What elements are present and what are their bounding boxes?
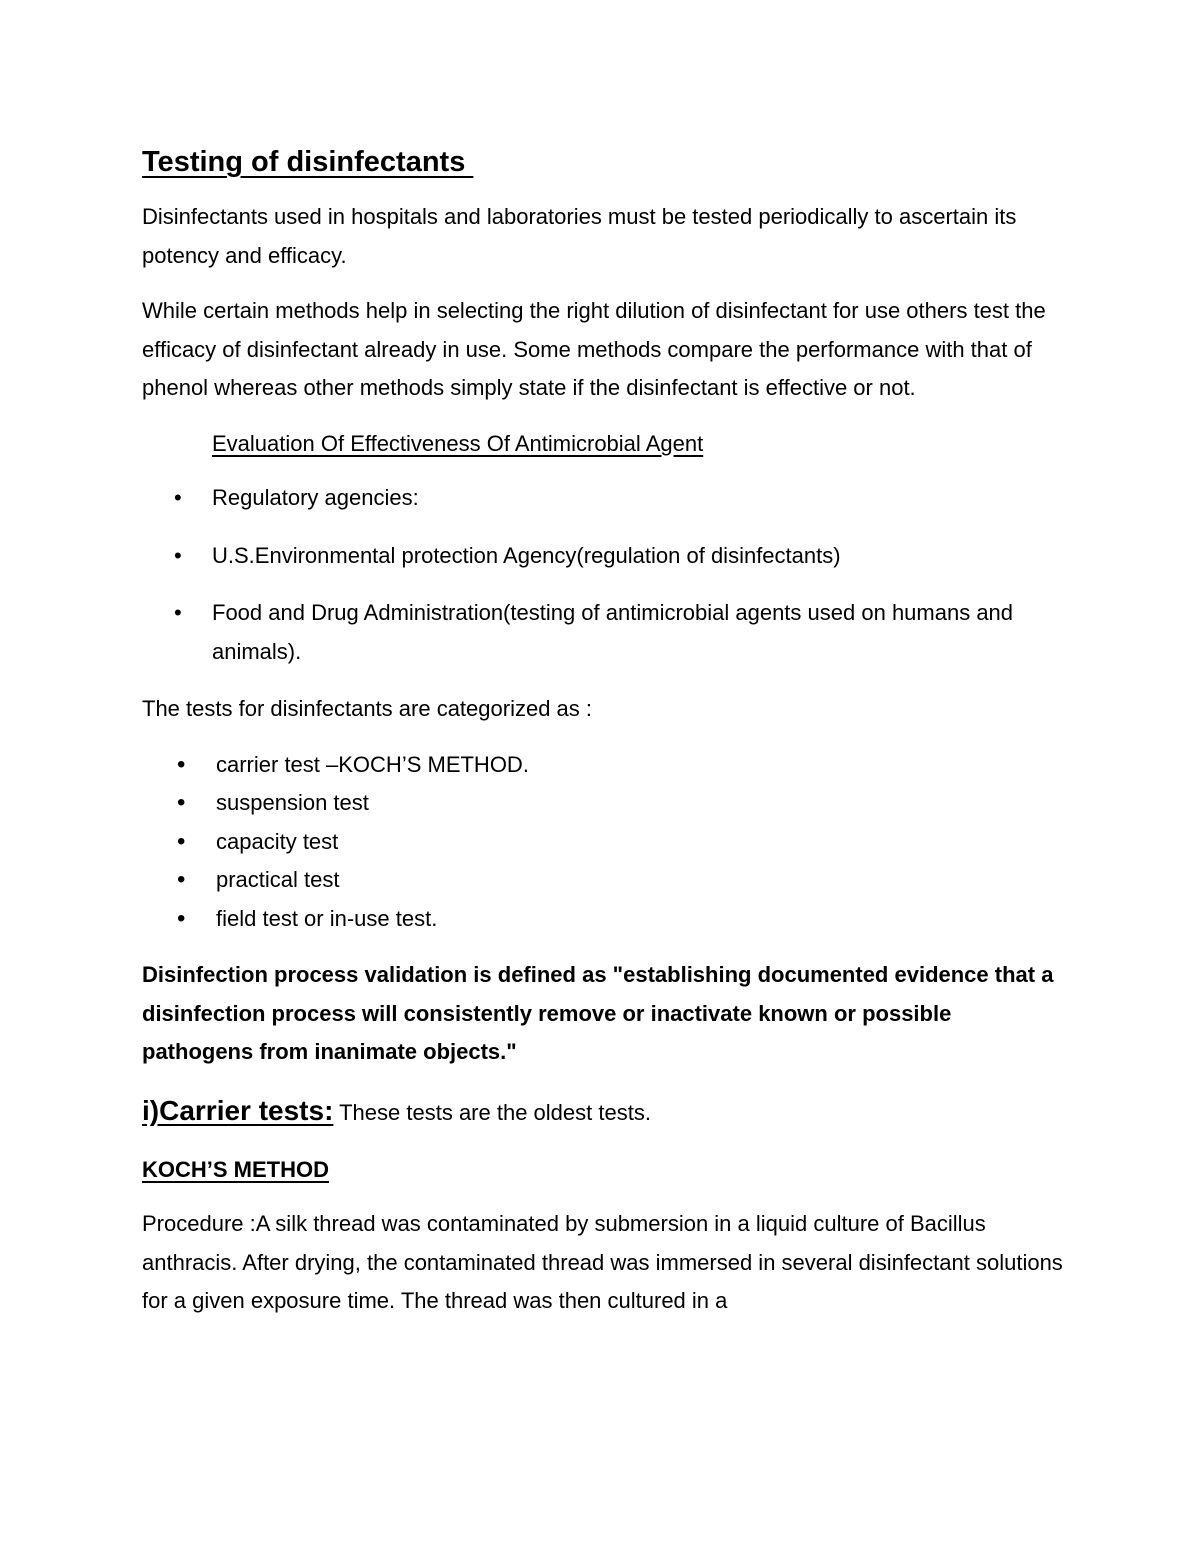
list-item — [142, 537, 1067, 576]
bullet-icon: • — [174, 542, 182, 568]
agencies-list — [142, 479, 1067, 671]
bullet-icon: • — [177, 904, 186, 932]
list-item — [142, 479, 1067, 518]
bullet-icon: • — [177, 750, 186, 778]
bullet-icon: • — [177, 866, 186, 893]
document-title: Testing of disinfectants — [142, 146, 474, 178]
procedure-paragraph: Procedure :A silk thread was contaminated by submersion in a liquid culture of Bacillus anthracis. After drying, the contaminated thread was immersed in several disinfectant solutions for a given exposure time. The thread was then cultured in a — [142, 1211, 1063, 1313]
evaluation-subheading: Evaluation Of Effectiveness Of Antimicrobial Agent — [212, 430, 704, 456]
list-item-text: carrier test –KOCH’S METHOD. — [216, 751, 529, 777]
carrier-tests-text: These tests are the oldest tests. — [333, 1099, 651, 1125]
list-item — [142, 823, 1067, 862]
carrier-tests-line — [142, 1089, 1067, 1135]
list-item-text: U.S.Environmental protection Agency(regulation of disinfectants) — [212, 542, 841, 568]
bullet-icon: • — [174, 600, 182, 625]
list-item — [142, 784, 1067, 823]
list-item-text: practical test — [216, 867, 340, 892]
list-item-text: suspension test — [216, 790, 369, 815]
tests-intro: The tests for disinfectants are categorized as : — [142, 696, 593, 721]
bullet-icon: • — [177, 827, 186, 855]
koch-method-heading: KOCH’S METHOD — [142, 1156, 329, 1182]
tests-list — [142, 746, 1067, 939]
list-item-text: field test or in-use test. — [216, 905, 438, 931]
carrier-tests-heading: i)Carrier tests: — [142, 1094, 334, 1126]
document-body — [142, 142, 1067, 1338]
list-item — [142, 861, 1067, 900]
methods-paragraph: While certain methods help in selecting the right dilution of disinfectant for use others test the efficacy of disinfectant already in use. Some methods compare the performance with that of phenol whereas other methods simply state if the disinfectant is effective or not. — [142, 298, 1046, 400]
list-item-text: capacity test — [216, 828, 339, 854]
intro-paragraph: Disinfectants used in hospitals and laboratories must be tested periodically to ascertain its potency and efficacy. — [142, 204, 1017, 268]
bullet-icon: • — [174, 485, 182, 510]
list-item — [142, 900, 1067, 939]
list-item-text: Food and Drug Administration(testing of antimicrobial agents used on humans and animals). — [212, 600, 1014, 664]
list-item — [142, 594, 1067, 671]
list-item-text: Regulatory agencies: — [212, 485, 419, 510]
bullet-icon: • — [177, 789, 186, 816]
list-item — [142, 746, 1067, 785]
validation-definition: Disinfection process validation is defined as "establishing documented evidence that a disinfection process will consistently remove or inactivate known or possible pathogens from inanimate objects." — [142, 962, 1054, 1064]
